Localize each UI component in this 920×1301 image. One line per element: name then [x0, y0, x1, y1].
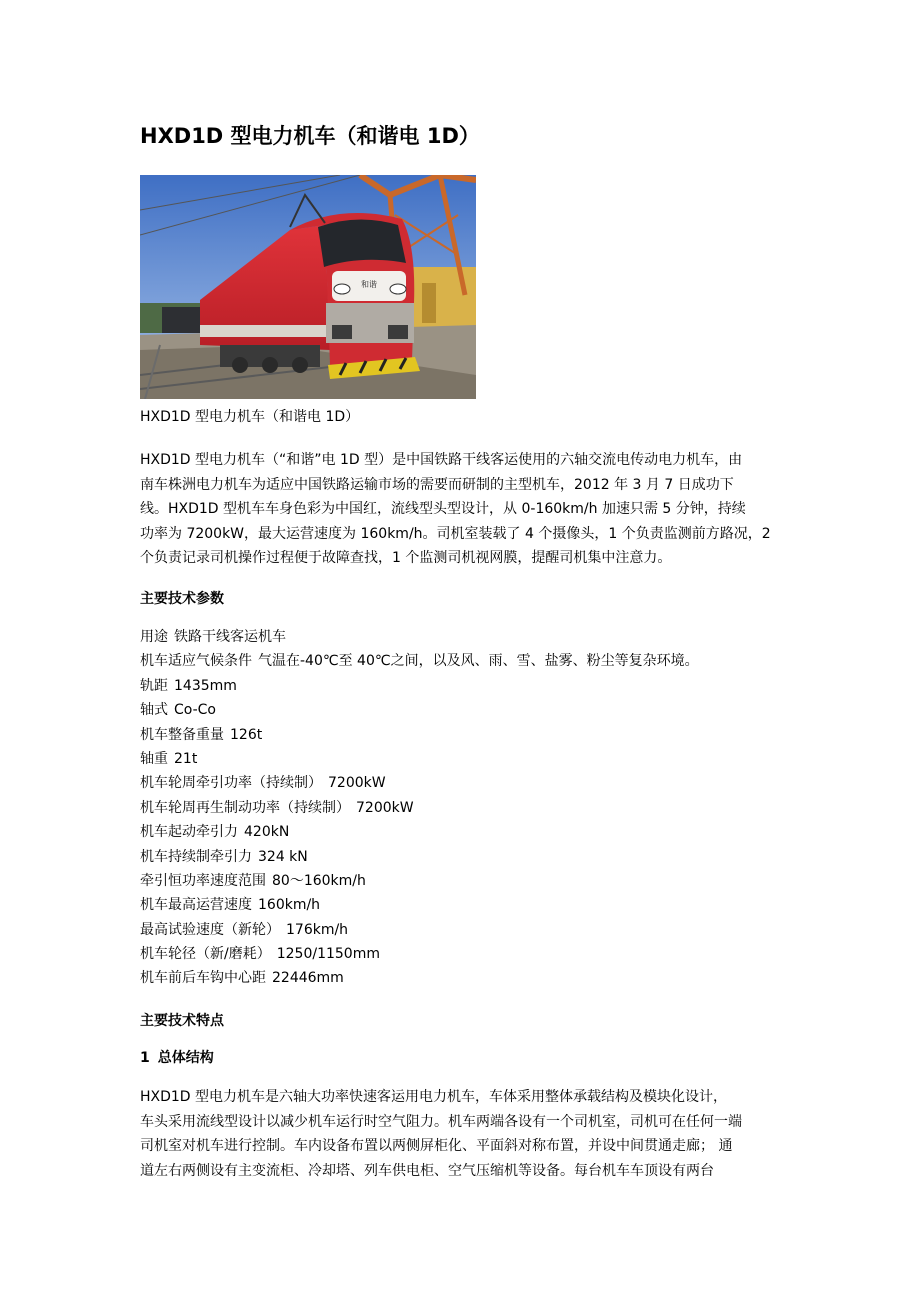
- structure-line: 车头采用流线型设计以减少机车运行时空气阻力。机车两端各设有一个司机室，司机可在任何一端: [140, 1113, 742, 1130]
- spec-value: 126t: [230, 726, 263, 743]
- structure-line: HXD1D 型电力机车是六轴大功率快速客运用电力机车，车体采用整体承载结构及模块化设计，: [140, 1089, 728, 1105]
- spec-label: 轴重: [140, 750, 168, 767]
- structure-paragraph: [140, 1085, 742, 1183]
- spec-label: 最高试验速度（新轮）: [140, 921, 280, 938]
- spec-value: 324 kN: [258, 848, 308, 865]
- spec-label: 机车适应气候条件: [140, 653, 252, 670]
- section-number: 1: [140, 1050, 150, 1066]
- section-heading: [140, 1047, 214, 1069]
- spec-row: [140, 771, 699, 795]
- spec-value: 7200kW: [356, 799, 414, 816]
- intro-line: HXD1D 型电力机车（“和谐”电 1D 型）是中国铁路干线客运使用的六轴交流电传动电力机车，由: [140, 452, 743, 468]
- spec-row: [140, 625, 699, 649]
- spec-value: 气温在-40℃至 40℃之间，以及风、雨、雪、盐雾、粉尘等复杂环境。: [258, 653, 699, 670]
- spec-value: 176km/h: [286, 921, 349, 938]
- spec-value: 1250/1150mm: [276, 946, 380, 963]
- photo-caption: HXD1D 型电力机车（和谐电 1D）: [140, 409, 360, 425]
- spec-value: 1435mm: [174, 677, 237, 694]
- locomotive-photo: [140, 175, 476, 399]
- spec-row: [140, 698, 699, 722]
- structure-line: 司机室对机车进行控制。车内设备布置以两侧屏柜化、平面斜对称布置，并设中间贯通走廊； 通: [140, 1138, 733, 1155]
- spec-label: 机车轮周牵引功率（持续制）: [140, 775, 322, 792]
- spec-row: [140, 796, 699, 820]
- spec-heading: 主要技术参数: [140, 591, 224, 607]
- intro-line: 南车株洲电力机车为适应中国铁路运输市场的需要而研制的主型机车，2012 年 3 月 7 日成功下: [140, 476, 734, 493]
- svg-text:和谐: 和谐: [361, 280, 377, 289]
- spec-row: [140, 723, 699, 747]
- spec-value: 160km/h: [258, 897, 321, 914]
- spec-label: 牵引恒功率速度范围: [140, 872, 266, 889]
- intro-paragraph: [140, 448, 771, 571]
- spec-row: [140, 649, 699, 673]
- spec-row: [140, 942, 699, 966]
- spec-row: [140, 820, 699, 844]
- feature-heading: 主要技术特点: [140, 1013, 224, 1029]
- spec-value: 22446mm: [272, 970, 344, 987]
- spec-label: 机车持续制牵引力: [140, 848, 252, 865]
- spec-value: Co-Co: [174, 702, 216, 719]
- spec-label: 机车轮径（新/磨耗）: [140, 946, 271, 963]
- spec-label: 机车整备重量: [140, 726, 224, 743]
- spec-label: 轨距: [140, 677, 168, 694]
- intro-line: 功率为 7200kW，最大运营速度为 160km/h。司机室装载了 4 个摄像头，1 个负责监测前方路况，2: [140, 525, 771, 542]
- spec-label: 用途: [140, 629, 168, 645]
- spec-row: [140, 747, 699, 771]
- spec-label: 机车轮周再生制动功率（持续制）: [140, 799, 350, 816]
- intro-line: 线。HXD1D 型机车车身色彩为中国红，流线型头型设计，从 0-160km/h 加速只需 5 分钟，持续: [140, 501, 746, 518]
- section-title: 总体结构: [157, 1050, 214, 1066]
- structure-line: 道左右两侧设有主变流柜、冷却塔、列车供电柜、空气压缩机等设备。每台机车车顶设有两台: [140, 1162, 714, 1179]
- document-title: HXD1D 型电力机车（和谐电 1D）: [140, 124, 480, 148]
- spec-value: 21t: [174, 750, 198, 767]
- spec-row: [140, 918, 699, 942]
- spec-label: 机车最高运营速度: [140, 897, 252, 914]
- spec-row: [140, 869, 699, 893]
- spec-value: 80～160km/h: [272, 872, 366, 889]
- spec-label: 机车起动牵引力: [140, 824, 238, 841]
- spec-list: [140, 625, 699, 991]
- spec-value: 7200kW: [328, 775, 386, 792]
- spec-row: [140, 966, 699, 990]
- spec-row: [140, 845, 699, 869]
- spec-label: 机车前后车钩中心距: [140, 970, 266, 987]
- spec-row: [140, 893, 699, 917]
- spec-row: [140, 674, 699, 698]
- spec-value: 铁路干线客运机车: [174, 629, 286, 645]
- spec-label: 轴式: [140, 702, 168, 719]
- spec-value: 420kN: [244, 824, 290, 841]
- intro-line: 个负责记录司机操作过程便于故障查找，1 个监测司机视网膜，提醒司机集中注意力。: [140, 550, 672, 567]
